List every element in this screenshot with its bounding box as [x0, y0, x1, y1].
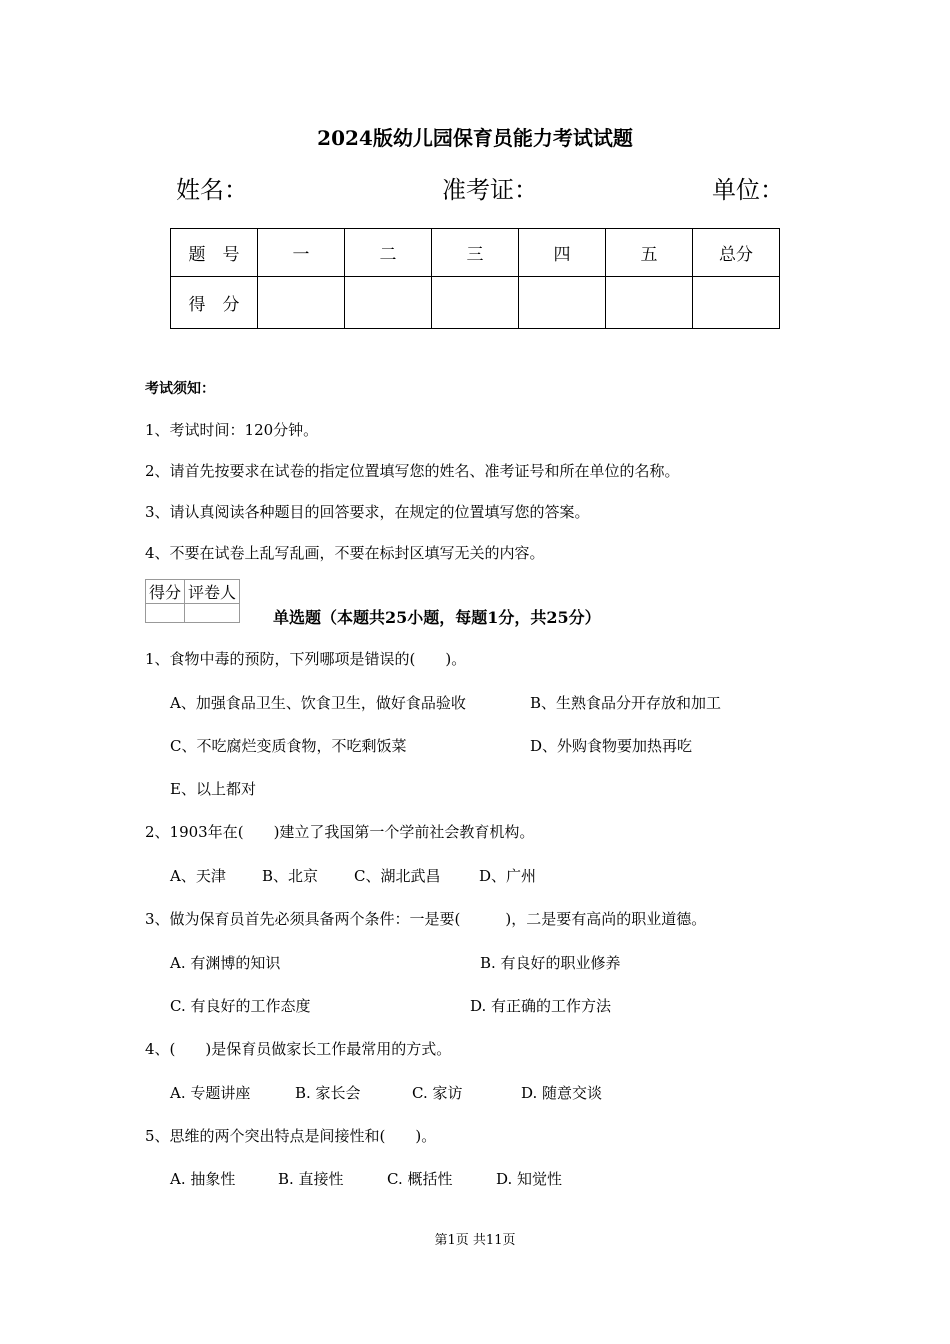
question-option: C. 概括性: [387, 1170, 453, 1188]
grader-name-cell[interactable]: [185, 604, 240, 623]
name-field-label: 姓名：: [176, 176, 248, 204]
notice-heading: 考试须知：: [145, 381, 215, 397]
score-table-header-cell: 题 号: [171, 229, 258, 277]
question-option: A、加强食品卫生、饮食卫生，做好食品验收: [170, 694, 466, 712]
question-stem: 3、做为保育员首先必须具备两个条件：一是要( )，二是要有高尚的职业道德。: [145, 910, 707, 928]
question-option: D. 随意交谈: [521, 1084, 603, 1102]
score-table-header-cell: 二: [345, 229, 432, 277]
score-cell[interactable]: [693, 277, 780, 329]
notice-item: 1、考试时间：120分钟。: [145, 421, 319, 439]
score-table-header-cell: 总分: [693, 229, 780, 277]
score-table-header-cell: 一: [258, 229, 345, 277]
grader-score-label: 得分: [146, 580, 185, 604]
question-option: B. 直接性: [278, 1170, 344, 1188]
question-stem: 5、思维的两个突出特点是间接性和( )。: [145, 1127, 437, 1145]
question-stem: 1、食物中毒的预防，下列哪项是错误的( )。: [145, 650, 467, 668]
question-option: A. 专题讲座: [170, 1084, 251, 1102]
question-option: B、北京: [262, 867, 319, 885]
score-table-header-row: [171, 229, 780, 277]
question-option: B. 家长会: [295, 1084, 361, 1102]
grader-name-label: 评卷人: [185, 580, 240, 604]
notice-item: 3、请认真阅读各种题目的回答要求，在规定的位置填写您的答案。: [145, 503, 590, 521]
notice-item: 4、不要在试卷上乱写乱画，不要在标封区填写无关的内容。: [145, 544, 545, 562]
grader-score-cell[interactable]: [146, 604, 185, 623]
question-option: D、广州: [479, 867, 537, 885]
score-table-header-cell: 三: [432, 229, 519, 277]
question-option: B、生熟食品分开存放和加工: [530, 694, 722, 712]
notice-item: 2、请首先按要求在试卷的指定位置填写您的姓名、准考证号和所在单位的名称。: [145, 462, 680, 480]
score-cell[interactable]: [432, 277, 519, 329]
question-option: D、外购食物要加热再吃: [530, 737, 693, 755]
page-footer: 第1页 共11页: [434, 1233, 516, 1248]
question-option: D. 知觉性: [496, 1170, 563, 1188]
question-option: D. 有正确的工作方法: [470, 997, 612, 1015]
question-option: A、天津: [170, 867, 226, 885]
score-table: [170, 228, 780, 329]
unit-field-label: 单位：: [712, 176, 784, 204]
question-option: A. 抽象性: [170, 1170, 236, 1188]
score-cell[interactable]: [519, 277, 606, 329]
question-option: A. 有渊博的知识: [170, 954, 281, 972]
question-option: C、湖北武昌: [354, 867, 441, 885]
exam-number-field-label: 准考证：: [442, 176, 538, 204]
question-option: B. 有良好的职业修养: [480, 954, 621, 972]
question-option: C. 有良好的工作态度: [170, 997, 311, 1015]
score-table-score-row: [171, 277, 780, 329]
score-table-header-cell: 四: [519, 229, 606, 277]
section-title: 单选题（本题共25小题，每题1分，共25分）: [273, 608, 601, 627]
question-stem: 4、( )是保育员做家长工作最常用的方式。: [145, 1040, 452, 1058]
question-option: E、以上都对: [170, 780, 256, 798]
grader-box: [145, 579, 240, 623]
score-row-label: 得 分: [171, 277, 258, 329]
score-cell[interactable]: [606, 277, 693, 329]
question-option: C. 家访: [412, 1084, 463, 1102]
question-stem: 2、1903年在( )建立了我国第一个学前社会教育机构。: [145, 823, 535, 841]
question-option: C、不吃腐烂变质食物，不吃剩饭菜: [170, 737, 407, 755]
page-title: 2024版幼儿园保育员能力考试试题: [317, 126, 633, 150]
score-cell[interactable]: [258, 277, 345, 329]
score-table-header-cell: 五: [606, 229, 693, 277]
score-cell[interactable]: [345, 277, 432, 329]
